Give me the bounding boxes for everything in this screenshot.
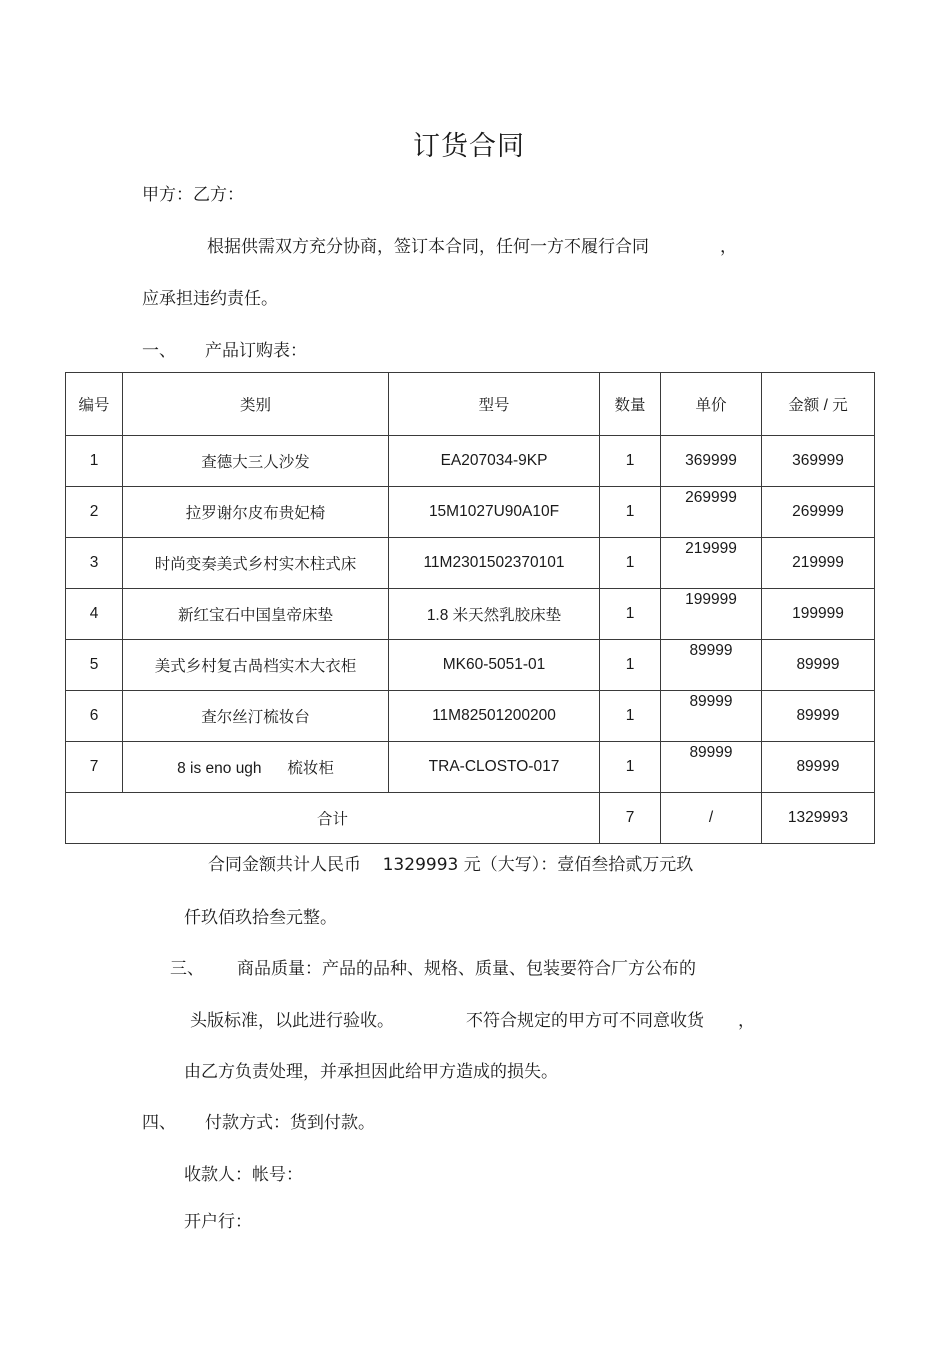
section-4-text: 付款方式：货到付款。 [205, 1113, 375, 1133]
unit-price-value: 89999 [689, 744, 733, 761]
unit-price-value: 89999 [689, 693, 733, 710]
cell-model: EA207034-9KP [389, 436, 600, 487]
cell-amount: 369999 [762, 436, 875, 487]
cell-unit-price [661, 742, 762, 793]
cell-amount: 199999 [762, 589, 875, 640]
section-1-number: 一、 [142, 341, 176, 361]
cell-amount: 89999 [762, 742, 875, 793]
cell-unit-price [661, 589, 762, 640]
total-label: 合计 [66, 793, 600, 844]
cell-id: 6 [66, 691, 123, 742]
cell-amount: 219999 [762, 538, 875, 589]
total-quantity: 7 [600, 793, 661, 844]
section-1-heading: 产品订购表： [205, 341, 307, 361]
cell-model: 15M1027U90A10F [389, 487, 600, 538]
table-total-row [66, 793, 875, 844]
cell-unit-price [661, 640, 762, 691]
cell-category: 查德大三人沙发 [123, 436, 389, 487]
cell-quantity: 1 [600, 538, 661, 589]
cell-model: 11M82501200200 [389, 691, 600, 742]
cell-amount: 89999 [762, 640, 875, 691]
section-3-line-1: 商品质量：产品的品种、规格、质量、包装要符合厂方公布的 [237, 959, 696, 979]
header-quantity: 数量 [600, 373, 661, 436]
cell-id: 4 [66, 589, 123, 640]
header-model: 型号 [389, 373, 600, 436]
cell-quantity: 1 [600, 436, 661, 487]
cell-id: 1 [66, 436, 123, 487]
unit-price-value: 269999 [685, 489, 737, 506]
intro-line-2: 应承担违约责任。 [142, 289, 278, 309]
cell-quantity: 1 [600, 589, 661, 640]
cell-model: MK60-5051-01 [389, 640, 600, 691]
cell-category: 新红宝石中国皇帝床垫 [123, 589, 389, 640]
header-unit-price: 单价 [661, 373, 762, 436]
cell-unit-price [661, 487, 762, 538]
intro-comma: ， [720, 237, 737, 257]
cell-quantity: 1 [600, 640, 661, 691]
unit-price-value: 199999 [685, 591, 737, 608]
table-row [66, 742, 875, 793]
section-3-line-2b: 不符合规定的甲方可不同意收货 [466, 1011, 704, 1031]
table-row [66, 640, 875, 691]
section-4-number: 四、 [142, 1113, 176, 1133]
section-3-number: 三、 [170, 959, 204, 979]
cell-id: 5 [66, 640, 123, 691]
bank-line: 开户行： [184, 1212, 252, 1232]
payee-account-line: 收款人：帐号： [184, 1165, 303, 1185]
table-row [66, 589, 875, 640]
table-header-row [66, 373, 875, 436]
table-row [66, 538, 875, 589]
header-category: 类别 [123, 373, 389, 436]
cell-model: 1.8 米天然乳胶床垫 [389, 589, 600, 640]
cell-id: 2 [66, 487, 123, 538]
cell-unit-price [661, 538, 762, 589]
unit-price-value: 219999 [685, 540, 737, 557]
cell-id: 7 [66, 742, 123, 793]
total-amount: 1329993 [762, 793, 875, 844]
cell-category: 时尚变奏美式乡村实木柱式床 [123, 538, 389, 589]
document-title: 订货合同 [413, 131, 525, 162]
amount-line-2: 仟玖佰玖拾叁元整。 [184, 908, 337, 928]
cell-category: 8 is eno ugh 梳妆柜 [123, 742, 389, 793]
table-row [66, 487, 875, 538]
unit-price-value: 89999 [689, 642, 733, 659]
cell-quantity: 1 [600, 487, 661, 538]
table-row [66, 436, 875, 487]
cell-amount: 89999 [762, 691, 875, 742]
cell-category: 查尔丝汀梳妆台 [123, 691, 389, 742]
cell-model: 11M2301502370101 [389, 538, 600, 589]
intro-line-1: 根据供需双方充分协商，签订本合同，任何一方不履行合同 [207, 237, 649, 257]
cell-quantity: 1 [600, 691, 661, 742]
header-amount: 金额 / 元 [762, 373, 875, 436]
table-row [66, 691, 875, 742]
cell-category: 拉罗谢尔皮布贵妃椅 [123, 487, 389, 538]
cell-category: 美式乡村复古咼档实木大衣柜 [123, 640, 389, 691]
amount-line-1: 合同金额共计人民币 1329993 元（大写）：壹佰叁拾贰万元玖 [208, 855, 694, 875]
section-3-comma: ， [738, 1011, 755, 1031]
cell-amount: 269999 [762, 487, 875, 538]
cell-unit-price: 369999 [661, 436, 762, 487]
cell-id: 3 [66, 538, 123, 589]
cell-model: TRA-CLOSTO-017 [389, 742, 600, 793]
parties-line: 甲方：乙方： [142, 185, 244, 205]
order-table [65, 372, 875, 844]
header-id: 编号 [66, 373, 123, 436]
cell-unit-price [661, 691, 762, 742]
section-3-line-2a: 头版标准，以此进行验收。 [190, 1011, 394, 1031]
total-unit-price: / [661, 793, 762, 844]
cell-quantity: 1 [600, 742, 661, 793]
section-3-line-3: 由乙方负责处理，并承担因此给甲方造成的损失。 [184, 1062, 558, 1082]
